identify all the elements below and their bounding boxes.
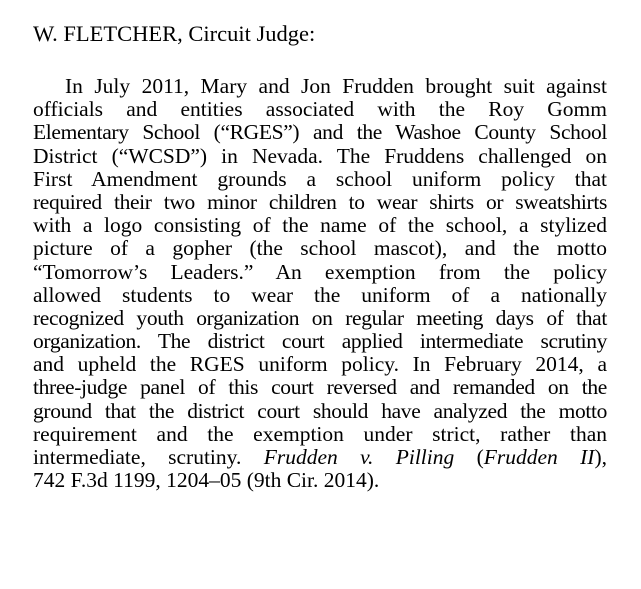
paragraph-line-12: organization. The district court applied intermediate scrutiny (33, 329, 607, 354)
paragraph-line-5: First Amendment grounds a school uniform policy that (33, 166, 607, 191)
paragraph-line-11: recognized youth organization on regular meeting days of that (33, 305, 607, 330)
paragraph-line-9: “Tomorrow’s Leaders.” An exemption from the policy (33, 259, 607, 284)
citation-line (33, 446, 607, 469)
opinion-paragraph (33, 75, 607, 492)
paragraph-line-6: required their two minor children to wear shirts or sweatshirts (33, 189, 607, 214)
paragraph-line-3: Elementary School (“RGES”) and the Washoe County School (33, 120, 607, 145)
paragraph-line-16: requirement and the exemption under strict, rather than (33, 421, 607, 446)
paragraph-line-15: ground that the district court should have analyzed the motto (33, 398, 607, 423)
case-name: Frudden v. Pilling (263, 445, 455, 469)
paragraph-line-8: picture of a gopher (the school mascot), and the motto (33, 236, 607, 261)
paragraph-line-2: officials and entities associated with the Roy Gomm (33, 97, 607, 122)
paragraph-line-1: In July 2011, Mary and Jon Frudden brought suit against (65, 74, 607, 98)
paragraph-line-14: three-judge panel of this court reversed and remanded on the (33, 375, 607, 400)
paragraph-line-7: with a logo consisting of the name of the school, a stylized (33, 213, 607, 238)
paren-close: ), (594, 445, 607, 469)
reporter-citation-line: 742 F.3d 1199, 1204–05 (9th Cir. 2014). (33, 468, 380, 493)
paren-open: ( (476, 445, 484, 469)
paragraph-line-4: District (“WCSD”) in Nevada. The Fruddens challenged on (33, 143, 607, 168)
judge-heading: W. FLETCHER, Circuit Judge: (33, 21, 316, 46)
citation-lead: intermediate, scrutiny. (33, 445, 242, 469)
paragraph-line-10: allowed students to wear the uniform of a nationally (33, 282, 607, 307)
short-case-name: Frudden II (483, 445, 595, 469)
paragraph-line-13: and upheld the RGES uniform policy. In February 2014, a (33, 352, 607, 377)
